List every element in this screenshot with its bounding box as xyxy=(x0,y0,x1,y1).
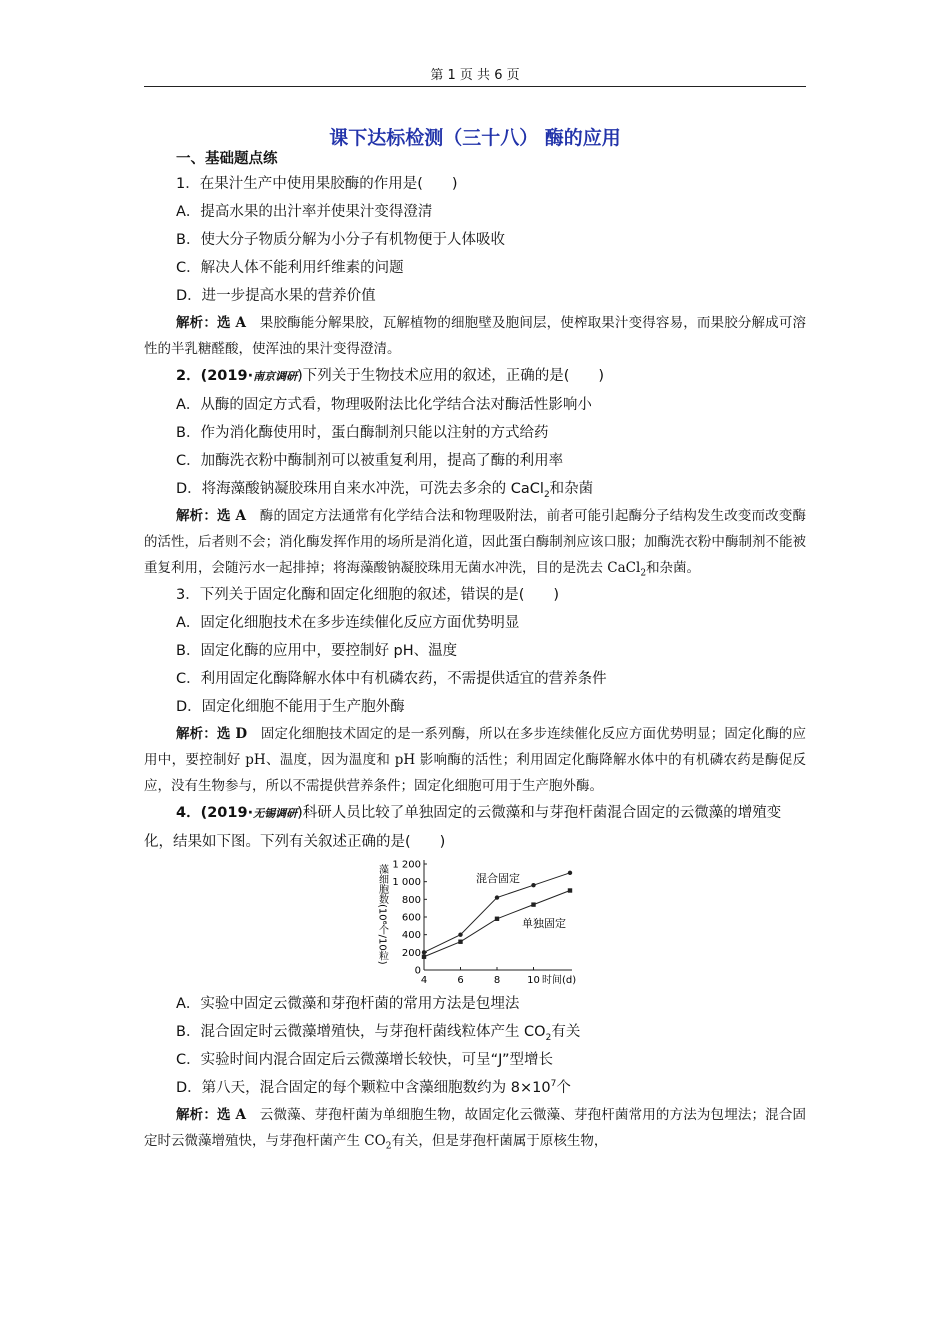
section-heading: 一、基础题点练 xyxy=(176,151,278,167)
option-text-end: 有关 xyxy=(551,1024,581,1040)
question-3-option-c: C．利用固定化酶降解水体中有机磷农药，不需提供适宜的营养条件 xyxy=(176,671,607,687)
option-text: D．将海藻酸钠凝胶珠用自来水冲洗，可洗去多余的 CaCl xyxy=(176,481,544,497)
question-2-option-c: C．加酶洗衣粉中酶制剂可以被重复利用，提高了酶的利用率 xyxy=(176,453,564,469)
data-point xyxy=(458,940,462,944)
question-1-analysis xyxy=(144,310,806,362)
analysis-text-end: 有关，但是芽孢杆菌属于原核生物， xyxy=(391,1133,608,1149)
option-text-end: 个 xyxy=(556,1080,571,1096)
analysis-lead: 解析：选 A xyxy=(176,315,246,331)
question-4-stem xyxy=(144,799,806,856)
question-3-analysis xyxy=(144,721,806,799)
subscript: 2 xyxy=(545,1032,552,1043)
analysis-text: 固定化细胞技术固定的是一系列酶，所以在多步连续催化反应方面优势明显；固定化酶的应用中，要控制好 pH、温度，因为温度和 pH 影响酶的活性；利用固定化酶降解水体中的有机磷农药是酶促反应，没有生物参与，所以不需提供营养条件；固定化细胞可用于生产胞外酶。 xyxy=(144,726,806,794)
question-number: 2．(2019· xyxy=(176,368,254,384)
chart-container xyxy=(144,856,806,990)
subscript: 2 xyxy=(640,568,647,579)
analysis-text-end: 和杂菌。 xyxy=(646,560,701,576)
question-3-option-a: A．固定化细胞技术在多步连续催化反应方面优势明显 xyxy=(176,615,520,631)
question-3-option-b: B．固定化酶的应用中，要控制好 pH、温度 xyxy=(176,643,458,659)
question-2-stem xyxy=(144,362,806,391)
y-tick-label: 0 xyxy=(414,965,421,977)
page-info: 第 1 页 共 6 页 xyxy=(430,68,520,83)
x-tick-label: 8 xyxy=(493,975,501,986)
data-point xyxy=(568,888,572,892)
question-text: )下列关于生物技术应用的叙述，正确的是( ) xyxy=(297,368,605,384)
x-tick-label: 10 xyxy=(527,975,540,986)
data-point xyxy=(531,883,535,887)
question-4-option-c: C．实验时间内混合固定后云微藻增长较快，可呈“J”型增长 xyxy=(176,1052,553,1068)
option-text-end: 和杂菌 xyxy=(549,481,594,497)
option-text: B．混合固定时云微藻增殖快，与芽孢杆菌线粒体产生 CO xyxy=(176,1024,546,1040)
question-3-stem: 3．下列关于固定化酶和固定化细胞的叙述，错误的是( ) xyxy=(176,587,560,603)
document-body xyxy=(144,148,806,1154)
x-axis-label: 时间(d) xyxy=(542,975,577,986)
question-3-option-d: D．固定化细胞不能用于生产胞外酶 xyxy=(176,699,405,715)
question-1-option-c: C．解决人体不能利用纤维素的问题 xyxy=(176,260,404,276)
y-tick-label: 400 xyxy=(401,930,421,942)
analysis-text: 果胶酶能分解果胶，瓦解植物的细胞壁及胞间层，使榨取果汁变得容易，而果胶分解成可溶性的半乳糖醛酸，使浑浊的果汁变得澄清。 xyxy=(144,315,807,357)
series-label-mixed: 混合固定 xyxy=(476,872,520,885)
question-4-option-d xyxy=(144,1074,806,1102)
analysis-lead: 解析：选 A xyxy=(176,508,246,524)
page-title: 课下达标检测（三十八） 酶的应用 xyxy=(329,127,621,149)
option-text: D．第八天，混合固定的每个颗粒中含藻细胞数约为 8×10 xyxy=(176,1080,551,1096)
y-axis-label: 藻细胞数(10⁶个/10粒) xyxy=(376,864,388,965)
question-1-option-a: A．提高水果的出汁率并使果汁变得澄清 xyxy=(176,204,433,220)
data-point xyxy=(495,917,499,921)
question-2-option-a: A．从酶的固定方式看，物理吸附法比化学结合法对酶活性影响小 xyxy=(176,397,592,413)
data-point xyxy=(458,932,462,936)
data-point xyxy=(495,895,499,899)
analysis-text: 云微藻、芽孢杆菌为单细胞生物，故固定化云微藻、芽孢杆菌常用的方法为包埋法；混合固定时云微藻增殖快，与芽孢杆菌产生 CO xyxy=(144,1107,807,1149)
question-text: )科研人员比较了单独固定的云微藻和与芽孢杆菌混合固定的云微藻的增殖变化，结果如下图。下列有关叙述正确的是( ) xyxy=(144,805,782,850)
question-source: 无锡调研 xyxy=(253,807,298,820)
y-tick-label: 600 xyxy=(401,912,421,924)
series-label-single: 单独固定 xyxy=(522,917,566,930)
analysis-lead: 解析：选 A xyxy=(176,1107,246,1123)
question-1-stem: 1．在果汁生产中使用果胶酶的作用是( ) xyxy=(176,176,458,192)
superscript: 7 xyxy=(550,1079,557,1090)
y-tick-label: 1 200 xyxy=(392,859,421,871)
question-4-option-b xyxy=(144,1018,806,1046)
y-tick-label: 800 xyxy=(401,894,421,906)
data-point xyxy=(568,871,572,875)
page-header xyxy=(144,64,806,87)
analysis-lead: 解析：选 D xyxy=(176,726,248,742)
data-point xyxy=(422,950,426,954)
question-1-option-b: B．使大分子物质分解为小分子有机物便于人体吸收 xyxy=(176,232,505,248)
analysis-text: 酶的固定方法通常有化学结合法和物理吸附法，前者可能引起酶分子结构发生改变而改变酶的活性，后者则不会；消化酶发挥作用的场所是消化道，因此蛋白酶制剂应该口服；加酶洗衣粉中酶制剂不能被重复利用，会随污水一起排掉；将海藻酸钠凝胶珠用无菌水冲洗，目的是洗去 CaCl xyxy=(144,508,807,576)
question-number: 4．(2019· xyxy=(176,805,254,821)
y-tick-label: 1 000 xyxy=(392,877,421,889)
question-1-option-d: D．进一步提高水果的营养价值 xyxy=(176,288,376,304)
data-point xyxy=(422,955,426,959)
subscript: 2 xyxy=(543,489,550,500)
data-point xyxy=(531,902,535,906)
question-2-option-b: B．作为消化酶使用时，蛋白酶制剂只能以注射的方式给药 xyxy=(176,425,549,441)
question-2-analysis xyxy=(144,503,806,581)
y-tick-label: 200 xyxy=(401,947,421,959)
subscript: 2 xyxy=(385,1141,392,1152)
x-tick-label: 6 xyxy=(457,975,464,986)
question-2-option-d xyxy=(144,475,806,503)
question-4-analysis xyxy=(144,1102,806,1154)
question-4-option-a: A．实验中固定云微藻和芽孢杆菌的常用方法是包埋法 xyxy=(176,996,520,1012)
question-source: 南京调研 xyxy=(253,370,298,383)
x-tick-label: 4 xyxy=(420,975,428,986)
growth-chart xyxy=(372,856,612,990)
